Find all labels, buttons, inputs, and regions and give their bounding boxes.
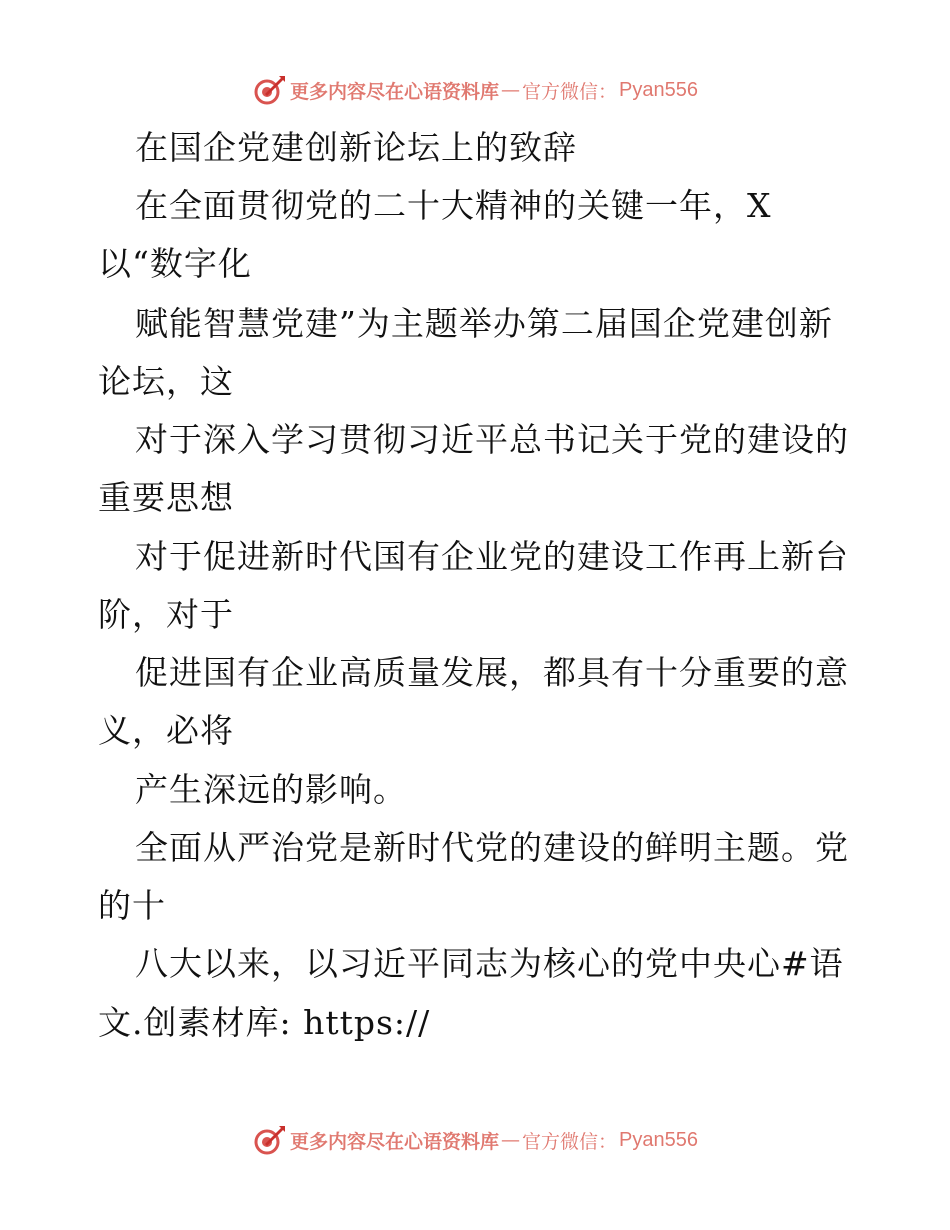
paragraph-line: 以“数字化 [98, 244, 252, 283]
paragraph-line: 阶，对于 [98, 595, 234, 634]
document-title: 在国企党建创新论坛上的致辞 [135, 128, 577, 167]
official-wechat-label: 官方微信： [522, 80, 618, 103]
paragraph-line: 在全面贯彻党的二十大精神的关键一年，X [135, 186, 772, 225]
banner-dash: — [501, 1129, 521, 1151]
paragraph-line: 产生深远的影响。 [135, 770, 407, 809]
official-wechat-label: 官方微信： [522, 1130, 618, 1153]
paragraph-line: 对于深入学习贯彻习近平总书记关于党的建设的 [135, 420, 849, 459]
paragraph-line: 赋能智慧党建”为主题举办第二届国企党建创新 [135, 304, 833, 343]
header-watermark [0, 70, 950, 110]
paragraph-line: 论坛，这 [98, 362, 234, 401]
quill-logo-icon [252, 73, 286, 107]
paragraph-line: 义，必将 [98, 711, 234, 750]
footer-watermark [0, 1120, 950, 1160]
wechat-id: Pyan556 [619, 78, 698, 101]
paragraph-line: 重要思想 [98, 478, 234, 517]
paragraph-line: 对于促进新时代国有企业党的建设工作再上新台 [135, 537, 849, 576]
brand-text: 更多内容尽在心语资料库 [290, 80, 500, 103]
wechat-id: Pyan556 [619, 1128, 698, 1151]
quill-logo-icon [252, 1123, 286, 1157]
paragraph-line: 文.创素材库: https:// [98, 1003, 431, 1042]
paragraph-line: 八大以来，以习近平同志为核心的党中央心#语 [135, 944, 844, 983]
paragraph-line: 促进国有企业高质量发展，都具有十分重要的意 [135, 653, 849, 692]
paragraph-line: 全面从严治党是新时代党的建设的鲜明主题。党 [135, 828, 849, 867]
banner-dash: — [501, 79, 521, 101]
brand-text: 更多内容尽在心语资料库 [290, 1130, 500, 1153]
paragraph-line: 的十 [98, 886, 166, 925]
